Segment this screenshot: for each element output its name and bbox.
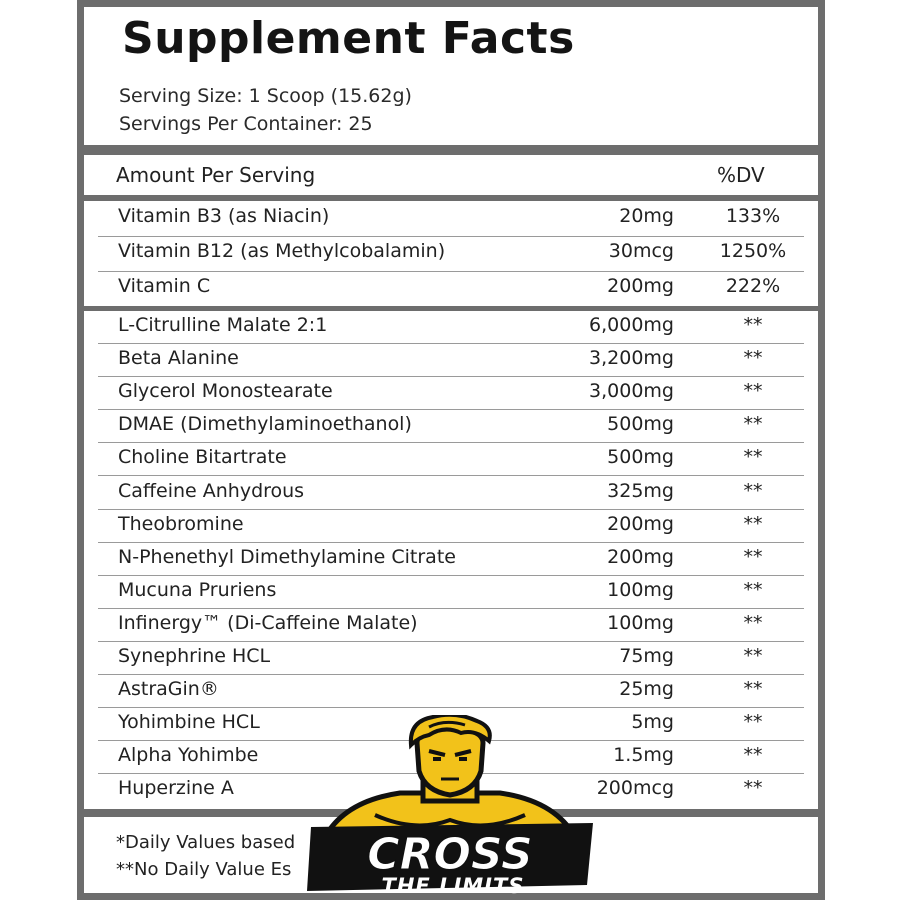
logo-text-cross: CROSS <box>367 829 533 880</box>
ingredient-amount: 100mg <box>607 611 674 634</box>
footnote-no-daily-value: **No Daily Value Es <box>116 859 292 880</box>
ingredient-amount: 6,000mg <box>589 314 674 336</box>
ingredient-dv: ** <box>743 645 763 667</box>
ingredient-row <box>84 311 818 344</box>
ingredient-name: Glycerol Monostearate <box>118 380 333 403</box>
vitamin-row <box>84 272 818 307</box>
ingredient-row <box>84 477 818 510</box>
ingredient-name: N-Phenethyl Dimethylamine Citrate <box>118 545 456 568</box>
ingredient-name: Infinergy™ (Di-Caffeine Malate) <box>118 611 418 634</box>
ingredient-name: Vitamin B12 (as Methylcobalamin) <box>118 240 446 262</box>
ingredient-row <box>84 510 818 543</box>
ingredient-name: DMAE (Dimethylaminoethanol) <box>118 413 412 436</box>
ingredient-amount: 1.5mg <box>613 744 674 767</box>
ingredient-name: Alpha Yohimbe <box>118 744 259 767</box>
ingredient-name: Yohimbine HCL <box>118 711 260 734</box>
ingredient-dv: ** <box>743 711 763 734</box>
ingredient-row <box>84 410 818 443</box>
vitamin-row <box>84 202 818 237</box>
ingredient-dv: 133% <box>725 205 781 227</box>
ingredient-amount: 5mg <box>631 711 674 734</box>
ingredient-dv: ** <box>743 479 763 502</box>
ingredient-name: Huperzine A <box>118 777 234 800</box>
ingredient-row <box>84 377 818 410</box>
amount-header-panel <box>84 155 818 195</box>
amount-per-serving-label: Amount Per Serving <box>116 163 316 187</box>
ingredient-dv: ** <box>743 380 763 403</box>
ingredient-amount: 200mg <box>607 512 674 535</box>
ingredient-dv: ** <box>743 446 763 469</box>
ingredient-row <box>84 576 818 609</box>
ingredient-name: Theobromine <box>118 512 244 535</box>
footnote-daily-values: *Daily Values based <box>116 832 296 853</box>
ingredient-dv: ** <box>743 777 763 800</box>
ingredient-name: Vitamin C <box>118 275 211 297</box>
ingredient-amount: 3,200mg <box>589 347 674 370</box>
logo-text-the-limits: THE LIMITS <box>381 874 525 898</box>
ingredient-name: Choline Bitartrate <box>118 446 287 469</box>
ingredient-amount: 25mg <box>619 678 674 701</box>
ingredient-name: AstraGin® <box>118 678 219 701</box>
ingredient-dv: 1250% <box>719 240 787 262</box>
dv-column-label: %DV <box>717 163 765 187</box>
ingredient-dv: ** <box>743 545 763 568</box>
page-title: Supplement Facts <box>122 13 575 64</box>
ingredient-row <box>84 609 818 642</box>
ingredient-amount: 200mg <box>607 545 674 568</box>
ingredient-name: Beta Alanine <box>118 347 239 370</box>
servings-per-container: Servings Per Container: 25 <box>119 113 373 135</box>
ingredient-amount: 200mcg <box>596 777 674 800</box>
ingredient-row <box>84 543 818 576</box>
ingredient-amount: 500mg <box>607 446 674 469</box>
ingredient-amount: 30mcg <box>608 240 674 262</box>
ingredient-dv: ** <box>743 678 763 701</box>
ingredient-row <box>84 344 818 377</box>
ingredient-amount: 325mg <box>607 479 674 502</box>
ingredient-dv: ** <box>743 413 763 436</box>
ingredient-name: Caffeine Anhydrous <box>118 479 305 502</box>
ingredient-dv: ** <box>743 611 763 634</box>
ingredient-amount: 20mg <box>619 205 674 227</box>
ingredient-row <box>84 675 818 708</box>
ingredient-row <box>84 642 818 675</box>
serving-size: Serving Size: 1 Scoop (15.62g) <box>119 85 412 107</box>
ingredient-row <box>84 443 818 476</box>
ingredient-dv: 222% <box>725 275 781 297</box>
ingredient-amount: 200mg <box>607 275 674 297</box>
ingredient-amount: 100mg <box>607 578 674 601</box>
ingredient-dv: ** <box>743 578 763 601</box>
ingredient-dv: ** <box>743 512 763 535</box>
ingredient-name: Vitamin B3 (as Niacin) <box>118 205 330 227</box>
ingredient-name: Mucuna Pruriens <box>118 578 277 601</box>
ingredient-dv: ** <box>743 314 763 336</box>
ingredient-dv: ** <box>743 347 763 370</box>
ingredient-amount: 75mg <box>619 645 674 667</box>
ingredient-name: Synephrine HCL <box>118 645 271 667</box>
vitamin-row <box>84 237 818 272</box>
header-panel <box>84 7 818 145</box>
cross-the-limits-logo <box>305 715 595 900</box>
ingredient-dv: ** <box>743 744 763 767</box>
ingredient-name: L-Citrulline Malate 2:1 <box>118 314 328 336</box>
ingredient-amount: 3,000mg <box>589 380 674 403</box>
ingredient-amount: 500mg <box>607 413 674 436</box>
vitamins-panel <box>84 201 818 306</box>
